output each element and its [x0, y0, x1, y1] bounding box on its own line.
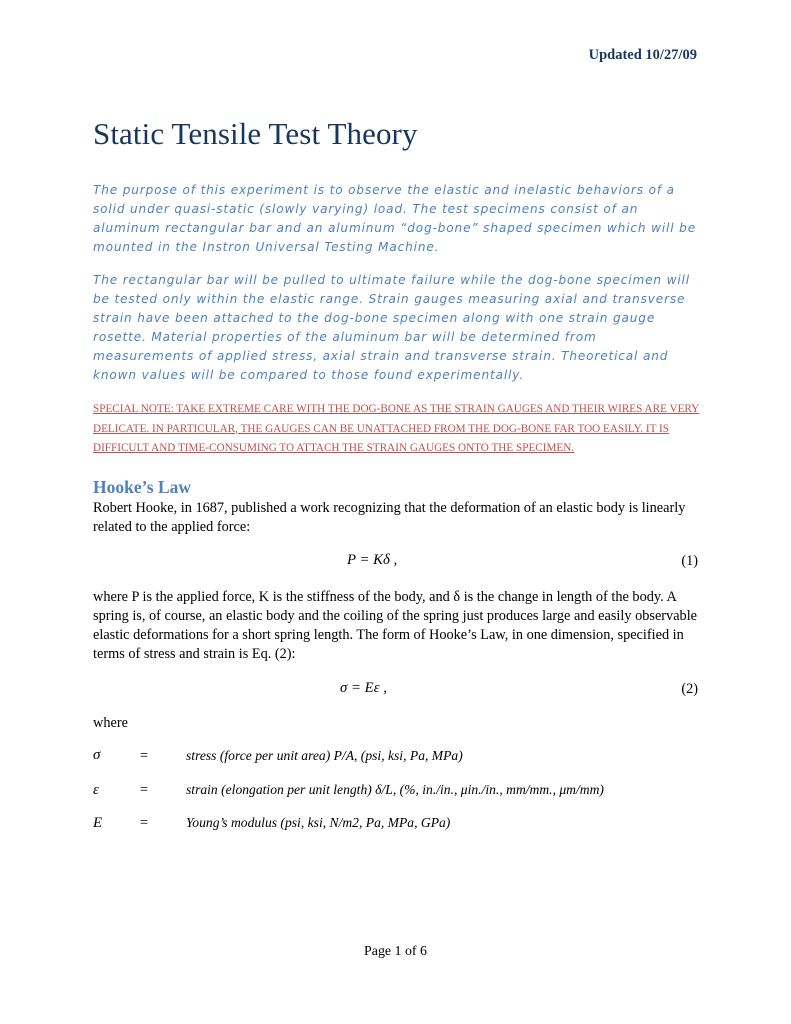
equation-1-number: (1)	[681, 553, 698, 569]
definition-symbol: ε	[93, 782, 99, 798]
definition-text: strain (elongation per unit length) δ/L, (%, in./in., μin./in., mm/mm., μm/mm)	[186, 782, 604, 797]
body-paragraph-1: Robert Hooke, in 1687, published a work recognizing that the deformation of an elastic body is linearly related to the applied force:	[93, 500, 686, 535]
definition-text: stress (force per unit area) P/A, (psi, ksi, Pa, MPa)	[186, 748, 463, 763]
document-title: Static Tensile Test Theory	[93, 116, 418, 151]
section-heading: Hooke’s Law	[93, 477, 192, 497]
definition-symbol: σ	[93, 747, 101, 763]
definition-equals: =	[140, 815, 149, 831]
body-paragraph-2: where P is the applied force, K is the stiffness of the body, and δ is the change in length of the body. A spring is, of course, an elastic body and the coiling of the spring just produces large and easily observable elastic deformations for a short spring length. The form of Hooke’s Law, in one dimension, specified in terms of stress and strain is Eq. (2):	[93, 589, 698, 662]
equation-2: σ = Eε ,	[340, 680, 387, 696]
equation-2-number: (2)	[681, 681, 698, 697]
definition-text: Young’s modulus (psi, ksi, N/m2, Pa, MPa, GPa)	[186, 815, 451, 830]
definition-equals: =	[140, 782, 149, 798]
equation-1: P = Kδ ,	[347, 552, 398, 568]
definition-equals: =	[140, 748, 149, 764]
intro-paragraph-2: The rectangular bar will be pulled to ultimate failure while the dog-bone specimen will be tested only within the elastic range. Strain gauges measuring axial and transverse strain have been attached to the dog-bone specimen along with one strain gauge rosette. Material properties of the aluminum bar will be determined from measurements of applied stress, axial strain and transverse strain. Theoretical and known values will be compared to those found experimentally.	[93, 273, 690, 382]
special-note: SPECIAL NOTE: TAKE EXTREME CARE WITH THE DOG-BONE AS THE STRAIN GAUGES AND THEIR WIRES ARE VERY DELICATE. IN PARTICULAR, THE GAUGES CAN BE UNATTACHED FROM THE DOG-BONE FAR TOO EASILY. IT IS DIFFICULT AND TIME-CONSUMING TO ATTACH THE STRAIN GAUGES ONTO THE SPECIMEN.	[93, 403, 700, 454]
where-label: where	[93, 715, 128, 731]
definition-symbol: E	[93, 815, 103, 831]
intro-paragraph-1: The purpose of this experiment is to observe the elastic and inelastic behaviors of a solid under quasi-static (slowly varying) load. The test specimens consist of an aluminum rectangular bar and an aluminum “dog-bone” shaped specimen which will be mounted in the Instron Universal Testing Machine.	[93, 183, 696, 254]
updated-date: Updated 10/27/09	[588, 47, 697, 63]
page-number: Page 1 of 6	[364, 944, 427, 959]
